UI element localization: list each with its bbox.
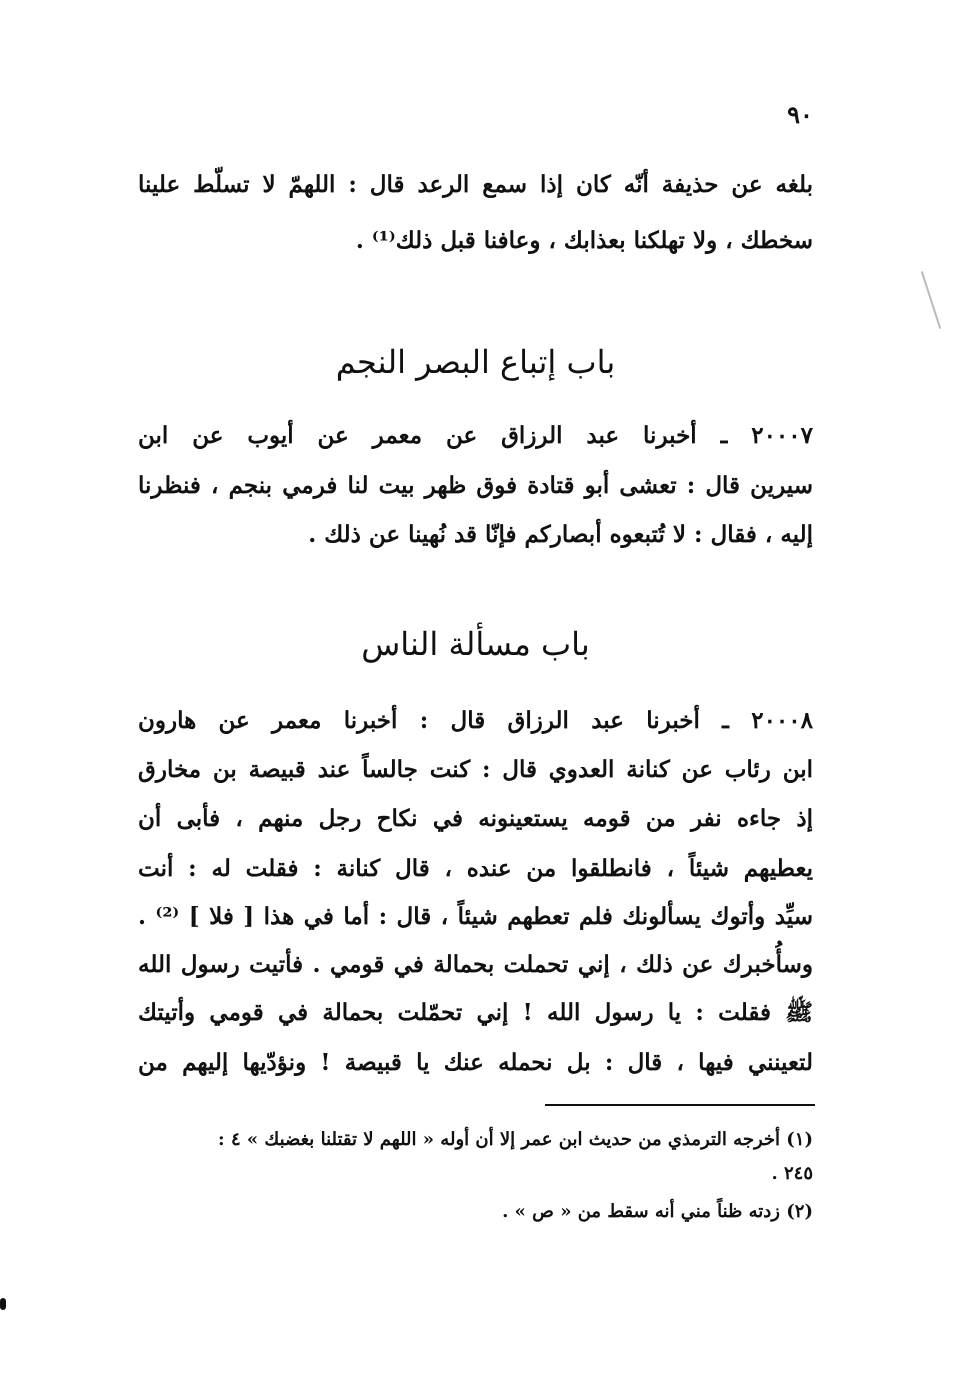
paragraph-line: ٢٠٠٠٨ ـ أخبرنا عبد الرزاق قال : أخبرنا معمر عن هارون xyxy=(138,707,813,734)
paragraph-line: إليه ، فقال : لا تُتبعوه أبصاركم فإنّا قد نُهينا عن ذلك . xyxy=(308,521,813,548)
intro-line: سخطك ، ولا تهلكنا بعذابك ، وعافنا قبل ذلك⁽¹⁾ . xyxy=(355,227,813,254)
footnote-separator xyxy=(545,1104,815,1106)
footnote-1: (١) أخرجه الترمذي من حديث ابن عمر إلا أن أوله « اللهم لا تقتلنا بغضبك » ٤ : xyxy=(218,1129,813,1150)
page-number: ٩٠ xyxy=(787,100,813,129)
scan-mark xyxy=(0,1298,6,1310)
paragraph-line: إذ جاءه نفر من قومه يستعينونه في نكاح رجل منهم ، فأبى أن xyxy=(138,805,813,832)
footnote-1-continued: ٢٤٥ . xyxy=(771,1163,813,1184)
paragraph-line: يعطيهم شيئاً ، فانطلقوا من عنده ، قال كنانة : فقلت له : أنت xyxy=(138,855,813,882)
footnote-2: (٢) زدته ظناً مني أنه سقط من « ص » . xyxy=(502,1201,813,1222)
paragraph-line: ﷺ فقلت : يا رسول الله ! إني تحمّلت بحمالة في قومي وأتيتك xyxy=(138,999,813,1026)
paragraph-line: وسأُخبرك عن ذلك ، إني تحملت بحمالة في قومي . فأتيت رسول الله xyxy=(138,951,813,978)
section-heading: باب إتباع البصر النجم xyxy=(335,343,616,381)
paragraph-line: ٢٠٠٠٧ ـ أخبرنا عبد الرزاق عن معمر عن أيوب عن ابن xyxy=(138,422,813,449)
paragraph-line: سيِّد وأتوك يسألونك فلم تعطهم شيئاً ، قال : أما في هذا [ فلا ] ⁽²⁾ . xyxy=(138,903,813,930)
paragraph-line: ابن رئاب عن كنانة العدوي قال : كنت جالساً عند قبيصة بن مخارق xyxy=(138,756,813,783)
intro-line: بلغه عن حذيفة أنّه كان إذا سمع الرعد قال : اللهمّ لا تسلّط علينا xyxy=(138,171,813,198)
page-edge-mark xyxy=(921,271,941,329)
paragraph-line: سيرين قال : تعشى أبو قتادة فوق ظهر بيت لنا فرمي بنجم ، فنظرنا xyxy=(138,472,813,499)
section-heading: باب مسألة الناس xyxy=(361,625,590,663)
paragraph-line: لتعينني فيها ، قال : بل نحمله عنك يا قبيصة ! ونؤدّيها إليهم من xyxy=(138,1049,813,1076)
